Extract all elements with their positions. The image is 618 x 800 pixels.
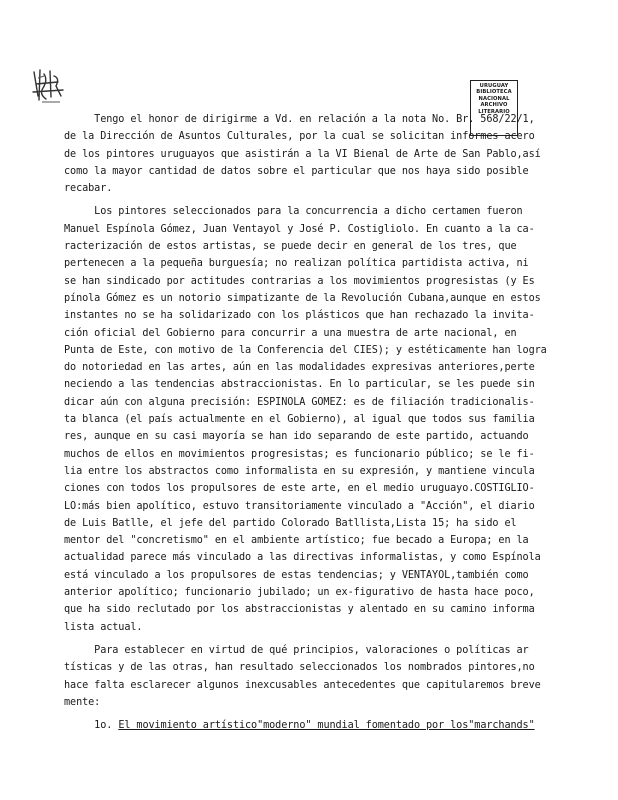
text-line: está vinculado a los propulsores de estas tendencias; y VENTAYOL,también como <box>64 569 529 581</box>
text-line: anterior apolítico; funcionario jubilado; un ex-figurativo de hasta hace poco, <box>64 587 535 599</box>
text-line: racterización de estos artistas, se puede decir en general de los tres, que <box>64 241 517 253</box>
stamp-line: BIBLIOTECA <box>476 89 512 96</box>
stamp-line: URUGUAY <box>479 83 509 89</box>
list-item-1 <box>64 717 574 734</box>
text-line: dicar aún con alguna precisión: ESPINOLA GOMEZ: es de filiación tradicionalis- <box>64 396 535 408</box>
text-line: Manuel Espínola Gómez, Juan Ventayol y José P. Costigliolo. En cuanto a la ca- <box>64 223 535 235</box>
stamp-line: LITERARIO <box>478 108 510 115</box>
text-line: muchos de ellos en movimientos progresistas; es funcionario público; se le fi- <box>64 448 535 460</box>
text-line: lista actual. <box>64 621 143 633</box>
list-item-text: El movimiento artístico"moderno" mundial fomentado por los"marchands" <box>118 720 535 732</box>
stamp-line: ARCHIVO <box>480 102 508 109</box>
text-line: instantes no se ha solidarizado con los plásticos que han rechazado la invita- <box>64 310 535 322</box>
text-line: actualidad parece más vinculado a las directivas informalistas, y como Espínola <box>64 552 541 564</box>
text-line: lia entre los abstractos como informalista en su expresión, y mantiene vincula <box>64 465 535 477</box>
list-item-number: 1o. <box>64 720 119 732</box>
text-line: se han sindicado por actitudes contrarias a los movimientos progresistas (y Es <box>64 275 535 287</box>
text-line: como la mayor cantidad de datos sobre el particular que nos haya sido posible <box>64 165 529 177</box>
stamp-line: NACIONAL <box>478 95 510 102</box>
text-line: neciendo a las tendencias abstraccionistas. En lo particular, se les puede sin <box>64 379 535 391</box>
text-line: ciones con todos los propulsores de este arte, en el medio uruguayo.COSTIGLIO- <box>64 483 535 495</box>
text-line: Punta de Este, con motivo de la Conferencia del CIES); y estéticamente han logra <box>64 344 547 356</box>
text-line: ción oficial del Gobierno para concurrir a una muestra de arte nacional, en <box>64 327 517 339</box>
text-line: que ha sido reclutado por los abstraccionistas y alentado en su camino informa <box>64 604 535 616</box>
text-line: do notoriedad en las artes, aún en las modalidades expresivas anteriores,perte <box>64 362 535 374</box>
text-line: tísticas y de las otras, han resultado seleccionados los nombrados pintores,no <box>64 662 535 674</box>
text-line: hace falta esclarecer algunos inexcusables antecedentes que capitularemos breve <box>64 679 541 691</box>
text-line: de la Dirección de Asuntos Culturales, por la cual se solicitan informes acero <box>64 131 535 143</box>
text-line: mentor del "concretismo" en el ambiente artístico; fue becado a Europa; en la <box>64 535 529 547</box>
text-line: Tengo el honor de dirigirme a Vd. en relación a la nota No. Br. 568/22/1, <box>64 114 535 125</box>
antecedents-paragraph <box>64 642 574 711</box>
text-line: de Luis Batlle, el jefe del partido Colorado Batllista,Lista 15; ha sido el <box>64 517 517 529</box>
handwritten-mark-icon <box>30 66 68 106</box>
text-line: Para establecer en virtud de qué principios, valoraciones o políticas ar <box>64 644 529 656</box>
letter-body <box>64 108 574 734</box>
text-line: ta blanca (el país actualmente en el Gobierno), al igual que todos sus familia <box>64 414 535 426</box>
text-line: pertenecen a la pequeña burguesía; no realizan política partidista activa, ni <box>64 258 529 270</box>
text-line: mente: <box>64 696 101 708</box>
text-line: Los pintores seleccionados para la concurrencia a dicho certamen fueron <box>64 206 523 218</box>
text-line: recabar. <box>64 183 113 195</box>
painters-paragraph <box>64 203 574 635</box>
text-line: res, aunque en su casi mayoría se han ido separando de este partido, actuando <box>64 431 529 443</box>
text-line: de los pintores uruguayos que asistirán a la VI Bienal de Arte de San Pablo,así <box>64 148 541 160</box>
intro-paragraph <box>64 108 574 197</box>
text-line: LO:más bien apolítico, estuvo transitoriamente vinculado a "Acción", el diario <box>64 500 535 512</box>
text-line: pínola Gómez es un notorio simpatizante de la Revolución Cubana,aunque en estos <box>64 292 541 304</box>
